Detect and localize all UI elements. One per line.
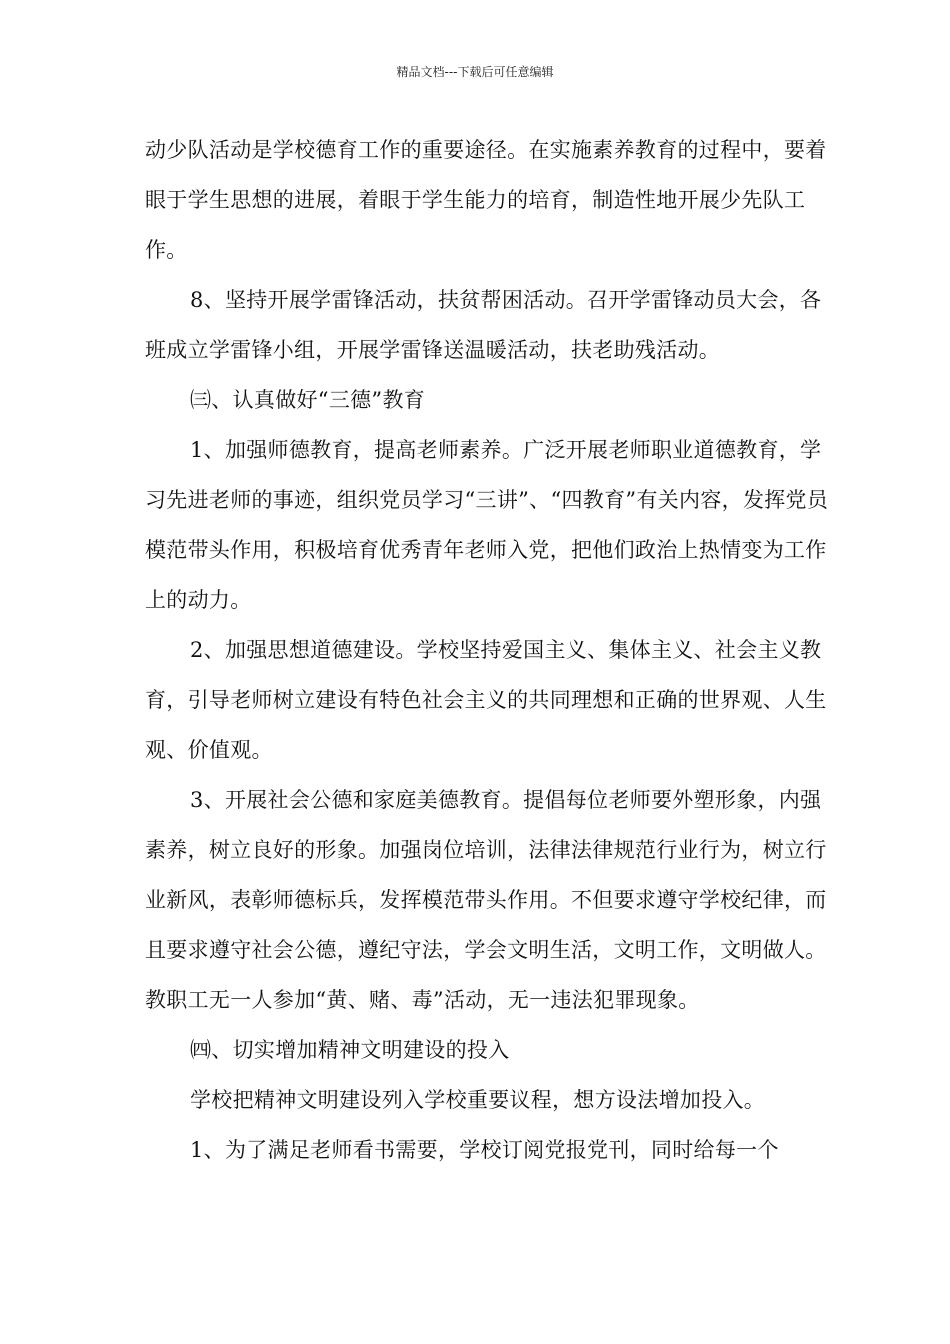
paragraph: 2、加强思想道德建设。学校坚持爱国主义、集体主义、社会主义教育，引导老师树立建设有特色社会主义的共同理想和正确的世界观、人生观、价值观。 [145, 638, 827, 762]
page-header: 精品文档---下载后可任意编辑 [396, 65, 554, 79]
paragraph: 8、坚持开展学雷锋活动，扶贫帮困活动。召开学雷锋动员大会，各班成立学雷锋小组，开展学雷锋送温暖活动，扶老助残活动。 [145, 288, 822, 362]
paragraph: 1、加强师德教育，提高老师素养。广泛开展老师职业道德教育，学习先进老师的事迹，组织党员学习“三讲”、“四教育”有关内容，发挥党员模范带头作用，积极培育优秀青年老师入党，把他们政治上热情变为工作上的动力。 [145, 438, 829, 612]
paragraph: 动少队活动是学校德育工作的重要途径。在实施素养教育的过程中，要着眼于学生思想的进展，着眼于学生能力的培育，制造性地开展少先队工作。 [145, 138, 827, 262]
document-body [145, 125, 835, 1175]
paragraph: 1、为了满足老师看书需要，学校订阅党报党刊，同时给每一个 [190, 1138, 779, 1162]
section-heading: ㈢、认真做好“三德”教育 [190, 388, 426, 412]
paragraph: 学校把精神文明建设列入学校重要议程，想方设法增加投入。 [190, 1088, 766, 1112]
paragraph: 3、开展社会公德和家庭美德教育。提倡每位老师要外塑形象，内强素养，树立良好的形象。加强岗位培训，法律法律规范行业行为，树立行业新风，表彰师德标兵，发挥模范带头作用。不但要求遵守学校纪律，而且要求遵守社会公德，遵纪守法，学会文明生活，文明工作，文明做人。教职工无一人参加“黄、赌、毒”活动，无一违法犯罪现象。 [145, 788, 827, 1012]
section-heading: ㈣、切实增加精神文明建设的投入 [190, 1038, 510, 1062]
